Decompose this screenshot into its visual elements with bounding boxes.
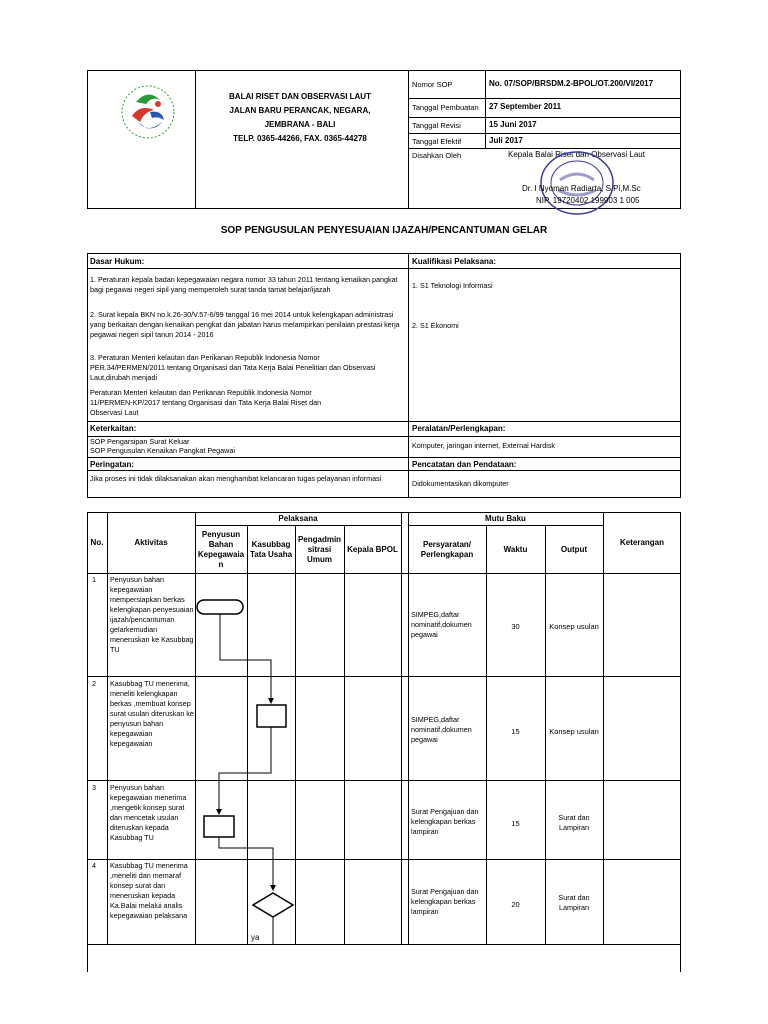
row-2-persyaratan: SIMPEG,daftar nominatif,dokumen pegawai (411, 715, 472, 744)
peringatan-heading: Peringatan: (90, 460, 135, 469)
flow-start-terminator (197, 600, 243, 614)
value-tanggal-pembuatan: 27 September 2011 (489, 102, 562, 111)
dasar-hukum-item-4: Peraturan Menteri kelautan dan Perikanan Republik Indonesia Nomor 11/PERMEN-KP/2017 tentang Organisasi dan Tata Kerja Balai Riset dan Observasi Laut (90, 388, 322, 417)
kualifikasi-item-2: 2. S1 Ekonomi (412, 321, 459, 330)
col-header-aktivitas: Aktivitas (134, 538, 168, 547)
col-header-kasubbag: Kasubbag Tata Usaha (249, 540, 293, 559)
row-1-no: 1 (92, 575, 96, 584)
dasar-hukum-heading: Dasar Hukum: (90, 257, 145, 266)
kualifikasi-item-1: 1. S1 Teknologi Informasi (412, 281, 493, 290)
col-header-pelaksana: Pelaksana (278, 514, 318, 523)
row-2-waktu: 15 (511, 727, 520, 736)
col-header-no: No. (90, 538, 104, 547)
signer-nip: NIP. 19720402 199903 1 005 (536, 196, 640, 205)
flow-arrow-1-2 (220, 614, 271, 703)
label-tanggal-revisi: Tanggal Revisi (412, 121, 461, 130)
value-nomor-sop: No. 07/SOP/BRSDM.2-BPOL/OT.200/VI/2017 (489, 79, 654, 88)
label-nomor-sop: Nomor SOP (412, 80, 453, 89)
col-header-pengadministrasi: Pengadmin sitrasi Umum (297, 535, 342, 564)
col-header-kepala-bpol: Kepala BPOL (347, 545, 398, 554)
flow-decision-4 (253, 893, 293, 917)
row-2-no: 2 (92, 679, 96, 688)
dasar-hukum-item-2: 2. Surat kepala BKN no.k.26-30/V.57-6/99 tanggal 16 mei 2014 untuk kelengkapan administrasi yang berkaitan dengan kenaikan pengkat dan jabatan harus melampirkan penilaian prestasi kerja pegawai negeri sipil tanun 2014 - 2016 (90, 310, 400, 339)
row-4-output: Surat dan Lampiran (558, 893, 590, 912)
dasar-hukum-item-1: 1. Peraturan kepala badan kepegawaian negara nomor 33 tahun 2011 tentang kenaikan pangkat bagi pegawai negeri sipil yang memperoleh surat tanda tamat belajar/ijazah (90, 275, 398, 294)
keterkaitan-item-1: SOP Pengarsipan Surat Keluar (90, 437, 190, 446)
org-line-3: JEMBRANA - BALI (264, 120, 336, 129)
flow-process-3 (204, 816, 234, 837)
peralatan-heading: Peralatan/Perlengkapan: (412, 424, 506, 433)
row-1-output: Konsep usulan (549, 622, 599, 631)
label-tanggal-pembuatan: Tanggal Pembuatan (412, 103, 479, 112)
value-tanggal-efektif: Juli 2017 (489, 136, 523, 145)
org-line-4: TELP. 0365-44266, FAX. 0365-44278 (233, 134, 367, 143)
row-3-aktivitas: Penyusun bahan kepegawaian menerima ,mengetik konsep surat dan mencetak usulan diteruskan kepada Kasubbag TU (110, 783, 187, 842)
pencatatan-heading: Pencatatan dan Pendataan: (412, 460, 517, 469)
peralatan-text: Komputer, jaringan internet, External Hardisk (412, 441, 556, 450)
row-4-aktivitas: Kasubbag TU menerima ,meneliti dan memaraf konsep surat dan meneruskan kepada Ka.Balai melalui analis kepegawaian pelaksana (110, 861, 188, 920)
row-4-waktu: 20 (511, 900, 520, 909)
row-2-aktivitas: Kasubbag TU menerima, meneliti kelengkapan berkas ,membuat konsep surat usulan diteruskan ke penyusun bahan kepegawaian kepegawaian (110, 679, 194, 748)
document-title: SOP PENGUSULAN PENYESUAIAN IJAZAH/PENCANTUMAN GELAR (220, 225, 548, 236)
col-header-persyaratan: Persyaratan/ Perlengkapan (420, 540, 474, 559)
dasar-hukum-item-3: 3. Peraturan Menteri kelautan dan Perikanan Republik Indonesia Nomor PER.34/PERMEN/2011 tentang Organisasi dan Tata Kerja Balai Penelitian dan Observasi Laut,dirubah menjadi (90, 353, 376, 382)
org-line-2: JALAN BARU PERANCAK, NEGARA, (229, 106, 371, 115)
flow-arrow-2-3 (219, 727, 271, 814)
col-header-penyusun: Penyusun Bahan Kepegawaia n (197, 530, 245, 569)
row-2-output: Konsep usulan (549, 727, 599, 736)
row-3-waktu: 15 (511, 819, 520, 828)
row-1-waktu: 30 (511, 622, 520, 631)
row-3-persyaratan: Surat Pengajuan dan kelengkapan berkas lampiran (411, 807, 479, 836)
row-1-persyaratan: SIMPEG,daftar nominatif,dokumen pegawai (411, 610, 472, 639)
peringatan-text: Jika proses ini tidak dilaksanakan akan menghambat kelancaran tugas pelayanan informasi (90, 474, 382, 483)
col-header-waktu: Waktu (503, 545, 528, 554)
value-tanggal-revisi: 15 Juni 2017 (489, 120, 537, 129)
keterkaitan-heading: Keterkaitan: (90, 424, 137, 433)
kualifikasi-heading: Kualifikasi Pelaksana: (412, 257, 497, 266)
value-disahkan-oleh: Kepala Balai Riset dan Observasi Laut (508, 150, 645, 159)
row-4-persyaratan: Surat Pengajuan dan kelengkapan berkas lampiran (411, 887, 479, 916)
org-line-1: BALAI RISET DAN OBSERVASI LAUT (229, 92, 371, 101)
row-1-aktivitas: Penyusun bahan kepegawaian mempersiapkan berkas kelengkapan penyesuaian ijazah/pencantuman gelarkemudian meneruskan ke Kasubbag TU (110, 575, 194, 654)
keterkaitan-item-2: SOP Pengusulan Kenaikan Pangkat Pegawai (90, 446, 235, 455)
row-3-no: 3 (92, 783, 96, 792)
col-header-keterangan: Keterangan (619, 538, 664, 547)
flow-label-ya: ya (251, 933, 260, 942)
col-header-output: Output (560, 545, 588, 554)
label-tanggal-efektif: Tanggal Efektif (412, 137, 462, 146)
row-3-output: Surat dan Lampiran (558, 813, 590, 832)
flow-arrow-3-4 (219, 837, 273, 890)
pencatatan-text: Didokumentasikan dikomputer (412, 479, 509, 488)
row-4-no: 4 (92, 861, 96, 870)
flow-process-2 (257, 705, 286, 727)
signer-name: Dr. I Nyoman Radiarta, S.Pi,M.Sc (522, 184, 641, 193)
label-disahkan-oleh: Disahkan Oleh (412, 151, 462, 160)
col-header-mutu-baku: Mutu Baku (485, 514, 526, 523)
